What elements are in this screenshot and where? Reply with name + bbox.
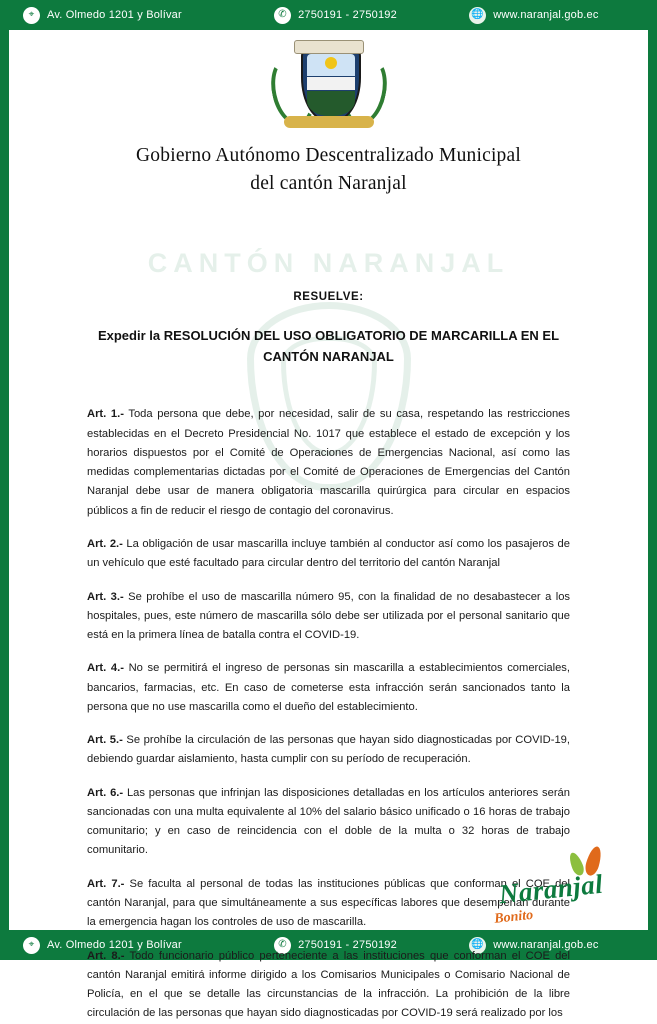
shield-band (307, 77, 355, 90)
footer-phone-text: 2750191 - 2750192 (298, 939, 397, 951)
header-address-text: Av. Olmedo 1201 y Bolívar (47, 9, 182, 21)
article-label: Art. 4.- (87, 662, 124, 675)
article-item (87, 947, 570, 1024)
header-phone-text: 2750191 - 2750192 (298, 9, 397, 21)
article-text: No se permitirá el ingreso de personas sin mascarilla a establecimientos comerciales, bancarios, farmacias, etc. En caso de cometerse esta infracción serán sancionados tanto la persona que no use mascarilla como el dueño del establecimiento. (87, 662, 570, 713)
watermark-text: CANTÓN NARANJAL (147, 248, 510, 278)
article-label: Art. 1.- (87, 408, 124, 421)
location-pin-icon: ⌖ (23, 937, 40, 954)
article-label: Art. 3.- (87, 590, 124, 603)
resolves-heading: RESUELVE: (293, 290, 364, 303)
article-text: Todo funcionario público perteneciente a las instituciones que conforman el COE del cantón Naranjal emitirá informe dirigido a los Comisarios Municipales o Comisario Nacional de Policía, en el que se detalle las circunstancias de la infracción. La prohibición de la libre circulación de las personas que hayan sido diagnosticadas por COVID-19 será realizado por los (87, 949, 571, 1020)
organization-title-line1: Gobierno Autónomo Descentralizado Municipal (136, 145, 521, 166)
resolution-title-line1: Expedir la RESOLUCIÓN DEL USO OBLIGATORIO DE MARCARILLA EN EL (97, 327, 560, 343)
article-label: Art. 6.- (87, 786, 124, 799)
article-text: Se prohíbe el uso de mascarilla número 95, con la finalidad de no desabastecer a los hospitales, pues, este número de mascarilla sólo debe ser utilizada por el personal sanitario que está en la primera línea de batalla contra el COVID-19. (87, 590, 571, 642)
articles-list (87, 405, 570, 1023)
article-label: Art. 7.- (87, 877, 125, 890)
phone-icon: ✆ (274, 7, 291, 24)
header-bar (9, 0, 648, 30)
sun-icon (325, 57, 337, 69)
header-phone (251, 7, 420, 24)
ribbon-icon (284, 116, 374, 128)
header-website (420, 7, 648, 24)
article-label: Art. 5.- (87, 734, 123, 747)
globe-icon: 🌐 (469, 937, 486, 954)
globe-icon: 🌐 (469, 7, 486, 24)
footer-address-text: Av. Olmedo 1201 y Bolívar (47, 939, 182, 951)
municipal-coat-of-arms-icon (270, 42, 388, 128)
organization-title (9, 142, 648, 199)
shield-base (307, 91, 355, 116)
article-text: Se faculta al personal de todas las instituciones públicas que conforman el COE del cantón Naranjal, para que simultáneamente a sus específicas labores que desempeñan durante la emergencia hagan los controles de uso de mascarilla. (87, 877, 570, 929)
article-item (87, 535, 570, 574)
header-address (9, 7, 251, 24)
article-text: La obligación de usar mascarilla incluye también al conductor así como los pasajeros de un vehículo que esté facultado para circular dentro del territorio del cantón Naranjal (87, 538, 570, 570)
article-label: Art. 8.- (87, 949, 125, 962)
crest-container (9, 30, 648, 128)
brand-name: Naranjal (497, 868, 605, 910)
article-text: Las personas que infrinjan las disposiciones detalladas en los artículos anteriores serán sancionadas con una multa equivalente al 10% del salario básico unificado o 16 horas de trabajo comunitario; y en caso de reincidencia con el doble de la multa o 32 horas de trabajo comunitario. (87, 786, 570, 857)
organization-title-line2: del cantón Naranjal (250, 173, 407, 195)
scroll-icon (294, 40, 364, 54)
shield-icon (301, 48, 361, 122)
article-item (87, 588, 570, 646)
article-item (87, 405, 570, 521)
resolution-title (87, 325, 570, 368)
article-item (87, 731, 570, 770)
article-item (87, 784, 570, 861)
footer-website-text: www.naranjal.gob.ec (493, 939, 599, 951)
header-website-text: www.naranjal.gob.ec (493, 9, 599, 21)
article-item (87, 659, 570, 717)
article-label: Art. 2.- (87, 538, 123, 550)
article-text: Se prohíbe la circulación de las personas que hayan sido diagnosticadas por COVID-19, debiendo guardar aislamiento, hasta cumplir con su período de recuperación. (87, 734, 571, 766)
naranjal-bonito-logo (476, 862, 626, 926)
location-pin-icon: ⌖ (23, 7, 40, 24)
phone-icon: ✆ (274, 937, 291, 954)
brand-tagline: Bonito (493, 907, 534, 927)
article-text: Toda persona que debe, por necesidad, salir de su casa, respetando las restricciones establecidas en el Decreto Presidencial No. 1017 que establece el estado de excepción y los horarios dispuestos por el Comité de Operaciones de Emergencias Nacional, así como las medidas complementarias dictadas por el Comité de Operaciones de Emergencias del Cantón Naranjal debe usar de manera obligatoria mascarilla quirúrgica para circular en espacios públicos a fin de reducir el riesgo de contagio del coronavirus. (87, 408, 570, 517)
resolution-title-line2: CANTÓN NARANJAL (263, 348, 394, 364)
